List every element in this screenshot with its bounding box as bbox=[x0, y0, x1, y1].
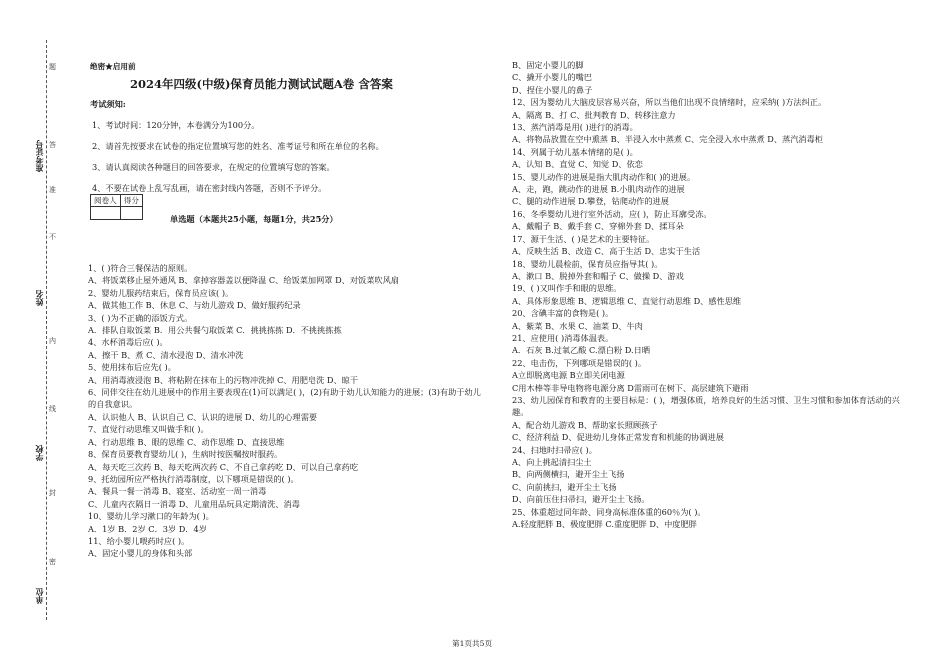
question-line: A、擦干 B、煮 C、清水浸泡 D、清水冲洗 bbox=[88, 349, 244, 360]
question-line: 15、婴儿动作的进展是指大肌肉动作和( )的进展。 bbox=[512, 171, 696, 182]
score-cell: 得分 bbox=[120, 195, 142, 207]
question-line: C、腿的动作进展 D.攀登，钻爬动作的进展 bbox=[512, 196, 669, 207]
notice-heading: 考试须知: bbox=[90, 99, 126, 109]
notice-list bbox=[92, 115, 384, 199]
question-line: 19、( )又叫作手和眼的思维。 bbox=[512, 283, 622, 294]
question-line: A、隔离 B、打 C、批判教育 D、转移注意力 bbox=[512, 109, 676, 120]
question-line: 16、冬季婴幼儿进行室外活动，应( )，防止耳廓受冻。 bbox=[512, 208, 712, 219]
question-line: A．石灰 B.过氧乙酸 C.漂白粉 D.日晒 bbox=[512, 345, 651, 356]
question-line: A．1岁 B．2岁 C．3岁 D．4岁 bbox=[88, 523, 207, 534]
question-line: A．排队自取饭菜 B．用公共餐勺取饭菜 C．挑挑拣拣 D．不挑挑拣拣 bbox=[88, 325, 342, 336]
question-line: 22、电击伤，下列哪项是错误的( )。 bbox=[512, 357, 647, 368]
question-line: 23、幼儿园保育和教育的主要目标是：( )，增强体质，培养良好的生活习惯、卫生习惯和参加体育活动的兴趣。 bbox=[512, 394, 900, 418]
question-line: A、固定小婴儿的身体和头部 bbox=[88, 548, 193, 559]
question-line: 18、婴幼儿晨检前，保育员应指导其( )。 bbox=[512, 258, 663, 269]
secret-mark: 绝密★启用前 bbox=[90, 62, 136, 71]
question-line: D、捏住小婴儿的鼻子 bbox=[512, 84, 593, 95]
notice-item: 2、请首先按要求在试卷的指定位置填写您的姓名、准考证号和所在单位的名称。 bbox=[92, 141, 384, 151]
question-line: A、戴帽子 B、戴手套 C、穿棉外套 D、揉耳朵 bbox=[512, 221, 684, 232]
question-line: 25、体重超过同年龄、同身高标准体重的60％为( )。 bbox=[512, 506, 706, 517]
question-line: A立即脱离电源 B立即关闭电源 bbox=[512, 370, 625, 381]
score-blank bbox=[120, 207, 142, 220]
question-line: B、固定小婴儿的脚 bbox=[512, 60, 584, 70]
question-line: C、向前挑扫，避开尘土飞扬 bbox=[512, 481, 617, 492]
question-line: C、撬开小婴儿的嘴巴 bbox=[512, 72, 592, 83]
score-table bbox=[90, 194, 143, 220]
page-footer: 第1页共5页 bbox=[452, 639, 493, 648]
page-title: 2024年四级(中级)保育员能力测试试题A卷 含答案 bbox=[130, 77, 393, 91]
left-question-column bbox=[88, 262, 488, 560]
question-line: B、向两侧横扫，避开尘土飞扬 bbox=[512, 469, 625, 480]
question-line: 8、保育员要教育婴幼儿( )，生病时按医嘱按时服药。 bbox=[88, 449, 283, 460]
name-label: 姓名 bbox=[34, 290, 44, 306]
question-line: A、将物品放置在空中熏蒸 B、半浸入水中蒸煮 C、完全浸入水中蒸煮 D、蒸汽消毒柜 bbox=[512, 134, 823, 145]
question-line: A、紫菜 B、水果 C、油菜 D、牛肉 bbox=[512, 320, 643, 331]
question-line: A、具体形象思维 B、逻辑思维 C、直觉行动思维 D、感性思维 bbox=[512, 295, 742, 306]
seal-char: 封 bbox=[49, 489, 56, 497]
seal-char: 线 bbox=[49, 405, 56, 413]
question-line: 5、使用抹布后应先( )。 bbox=[88, 362, 176, 373]
question-line: 12、因为婴幼儿大脑皮层容易兴奋，所以当他们出现不良情绪时，应采纳( )方法纠正。 bbox=[512, 97, 827, 108]
question-line: A、做其他工作 B、休息 C、与幼儿游戏 D、做好服药纪录 bbox=[88, 300, 301, 311]
question-line: 11、给小婴儿喂药时应( )。 bbox=[88, 535, 190, 546]
notice-item: 3、请认真阅读各种题目的回答要求，在规定的位置填写您的答案。 bbox=[92, 162, 335, 172]
reviewer-blank bbox=[91, 207, 121, 220]
question-line: A、反映生活 B、改造 C、高于生活 D、忠实于生活 bbox=[512, 246, 701, 257]
question-line: A、行动思维 B、眼的思维 C、动作思维 D、直接思维 bbox=[88, 436, 285, 447]
question-line: A、配合幼儿游戏 B、帮助家长照顾孩子 bbox=[512, 419, 658, 430]
question-line: A、走，跑，跳动作的进展 B.小肌肉动作的进展 bbox=[512, 184, 685, 195]
question-line: A.轻度肥胖 B、极度肥胖 C.重度肥胖 D、中度肥胖 bbox=[512, 519, 697, 530]
seal-line bbox=[46, 40, 47, 620]
question-line: A、将饭菜移止屋外通风 B、拿掉容器盖以便降温 C、给饭菜加网罩 D、对饭菜吹风扇 bbox=[88, 275, 399, 286]
unit-label: 单位 bbox=[34, 588, 44, 604]
question-line: 2、婴幼儿服药结束后，保育员应该( )。 bbox=[88, 287, 234, 298]
question-line: A、向上挑起清扫尘土 bbox=[512, 457, 592, 467]
question-line: 21、应使用( )消毒体温表。 bbox=[512, 332, 614, 343]
seal-char: 答 bbox=[49, 141, 56, 149]
question-line: 20、含碘丰富的食物是( )。 bbox=[512, 308, 614, 319]
question-line: 4、水杯消毒后应( )。 bbox=[88, 337, 168, 348]
school-label: 学校 bbox=[34, 445, 44, 461]
question-line: 9、托幼园所应严格执行消毒制度，以下哪项是错误的( )。 bbox=[88, 473, 299, 484]
question-line: 10、婴幼儿学习漱口的年龄为( )。 bbox=[88, 511, 214, 522]
question-line: D、向前压住扫帚扫，避开尘土飞扬。 bbox=[512, 494, 650, 505]
seal-char: 题 bbox=[49, 63, 56, 71]
section-heading: 单选题（本题共25小题，每题1分，共25分） bbox=[170, 214, 338, 224]
question-line: 7、直觉行动思维又叫做手和( )。 bbox=[88, 424, 209, 435]
question-line: 3、( )为不正确的添饭方式。 bbox=[88, 312, 193, 323]
question-line: 1、( )符合三餐保洁的原则。 bbox=[88, 263, 193, 273]
question-line: A、认知 B、直觉 C、知觉 D、依恋 bbox=[512, 159, 643, 170]
question-line: 17、源于生活、( )是艺术的主要特征。 bbox=[512, 233, 655, 244]
exam-id-label: 准考证号 bbox=[34, 140, 44, 172]
question-line: A、餐具一餐一消毒 B、寝室、活动室一周一消毒 bbox=[88, 486, 267, 497]
seal-char: 内 bbox=[49, 337, 56, 345]
seal-char: 准 bbox=[49, 186, 56, 194]
question-line: 14、列属于幼儿基本情绪的是( )。 bbox=[512, 146, 638, 157]
question-line: A、认识他人 B、认识自己 C、认识的进展 D、幼儿的心理需要 bbox=[88, 411, 318, 422]
question-line: A、用消毒液浸泡 B、将粘附在抹布上的污物冲洗掉 C、用肥皂洗 D、晾干 bbox=[88, 374, 359, 385]
seal-char: 不 bbox=[49, 233, 56, 241]
question-line: 24、扫地时扫帚应( )。 bbox=[512, 444, 597, 455]
notice-item: 1、考试时间：120分钟，本卷满分为100分。 bbox=[92, 120, 260, 130]
question-line: C、经济利益 D、促进幼儿身体正常发育和机能的协调进展 bbox=[512, 432, 724, 443]
question-line: C、儿童内衣隔日一消毒 D、儿童用品玩具定期清洗、消毒 bbox=[88, 498, 300, 509]
question-line: A、每天吃三次药 B、每天吃两次药 C、不自己拿药吃 D、可以自己拿药吃 bbox=[88, 461, 359, 472]
notice-item: 4、不要在试卷上乱写乱画，请在密封线内答题，否则不予评分。 bbox=[92, 183, 327, 193]
question-line: 13、蒸汽消毒是用( )进行的消毒。 bbox=[512, 122, 638, 133]
question-line: C用木棒等非导电物将电源分离 D雷雨可在树下、高层建筑下避雨 bbox=[512, 382, 749, 393]
reviewer-cell: 阅卷人 bbox=[91, 195, 121, 207]
right-question-column bbox=[512, 59, 922, 530]
question-line: A、漱口 B、脱掉外套和帽子 C、做操 D、游戏 bbox=[512, 270, 684, 281]
question-line: 6、同伴交往在幼儿进展中的作用主要表现在(1)可以满足( )，(2)有助于幼儿认知能力的进展；(3)有助于幼儿的自我意识。 bbox=[88, 387, 481, 410]
seal-char: 密 bbox=[49, 558, 56, 566]
